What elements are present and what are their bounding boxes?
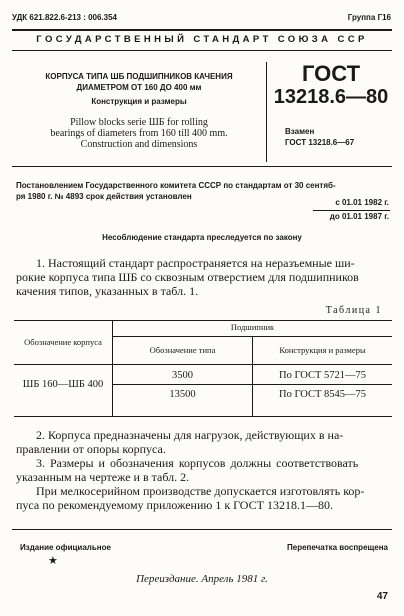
table-row-rule xyxy=(112,384,392,385)
table-group-rule xyxy=(112,336,392,337)
para2-line2: правлении от опоры корпуса. xyxy=(16,442,166,456)
table-top-rule xyxy=(14,320,392,321)
para4-line2: пуса по рекомендуемому приложению 1 к ГОСТ 13218.1—80. xyxy=(16,498,333,512)
footer-rule xyxy=(12,529,392,530)
title-ru-line2: ДИАМЕТРОМ ОТ 160 ДО 400 мм xyxy=(76,83,202,92)
para3-line2: указанным на чертеже и в табл. 2. xyxy=(16,470,190,484)
col-type-header: Обозначение типа xyxy=(149,345,216,355)
table-caption: Таблица 1 xyxy=(325,305,382,316)
para2-line1: 2. Корпуса предназначены для нагрузок, действующих в на- xyxy=(36,428,344,442)
decree-line1: Постановлением Государственного комитета СССР по стандартам от 30 сентяб- xyxy=(16,181,336,190)
title-en-line2: bearings of diameters from 160 till 400 mm. xyxy=(50,128,228,139)
table-header-rule xyxy=(14,364,392,365)
reissue-note: Переиздание. Апрель 1981 г. xyxy=(136,573,268,585)
title-ru-line1: КОРПУСА ТИПА ШБ ПОДШИПНИКОВ КАЧЕНИЯ xyxy=(45,72,233,81)
official-edition: Издание официальное xyxy=(20,543,111,552)
reprint-prohibited: Перепечатка воспрещена xyxy=(287,543,388,552)
para4-line1: При мелкосерийном производстве допускается изготовлять кор- xyxy=(36,484,365,498)
title-en-line1: Pillow blocks serie ШБ for rolling xyxy=(70,117,208,128)
bearing-group-header: Подшипник xyxy=(230,322,275,332)
table-vline-1 xyxy=(112,320,113,416)
table-bottom-rule xyxy=(14,416,392,417)
validity-to: до 01.01 1987 г. xyxy=(329,212,389,221)
page-number: 47 xyxy=(376,591,388,602)
para1-line2: рокие корпуса типа ШБ со сквозным отверстием для подшипников xyxy=(16,270,359,284)
col-design-header: Конструкция и размеры xyxy=(279,345,366,355)
replaces-value: ГОСТ 13218.6—67 xyxy=(285,138,355,147)
replaces-label: Взамен xyxy=(285,127,315,136)
decree-line2: ря 1980 г. № 4893 срок действия установлен xyxy=(16,192,192,201)
para3-line1: 3. Размеры и обозначения корпусов должны соответствовать xyxy=(36,456,359,470)
gost-number: 13218.6—80 xyxy=(273,86,389,108)
para1-line1: 1. Настоящий стандарт распространяется на неразъемные ши- xyxy=(36,256,355,270)
table-cell-type: 3500 xyxy=(172,370,193,381)
udk-code: УДК 621.822.6-213 : 006.354 xyxy=(12,13,118,22)
gost-label: ГОСТ xyxy=(301,61,361,86)
title-ru-subtitle: Конструкция и размеры xyxy=(91,97,187,106)
law-warning: Несоблюдение стандарта преследуется по закону xyxy=(102,233,302,242)
state-standard-banner: ГОСУДАРСТВЕННЫЙ СТАНДАРТ СОЮЗА ССР xyxy=(36,34,368,45)
validity-rule xyxy=(313,210,390,211)
table-cell-housing: ШБ 160—ШБ 400 xyxy=(22,379,104,390)
star-mark: ★ xyxy=(48,555,58,567)
col-housing-header: Обозначение корпуса xyxy=(24,337,102,347)
table-cell-design: По ГОСТ 8545—75 xyxy=(278,389,367,400)
top-rule xyxy=(12,29,392,31)
title-divider xyxy=(266,62,267,162)
table-cell-type: 13500 xyxy=(169,389,196,400)
title-bottom-rule xyxy=(12,166,392,167)
para1-line3: качения типов, указанных в табл. 1. xyxy=(16,284,199,298)
banner-rule xyxy=(12,50,392,51)
title-en-line3: Construction and dimensions xyxy=(80,139,198,150)
table-cell-design: По ГОСТ 5721—75 xyxy=(278,370,367,381)
group-code: Группа Г16 xyxy=(347,13,391,22)
validity-from: с 01.01 1982 г. xyxy=(335,198,389,207)
